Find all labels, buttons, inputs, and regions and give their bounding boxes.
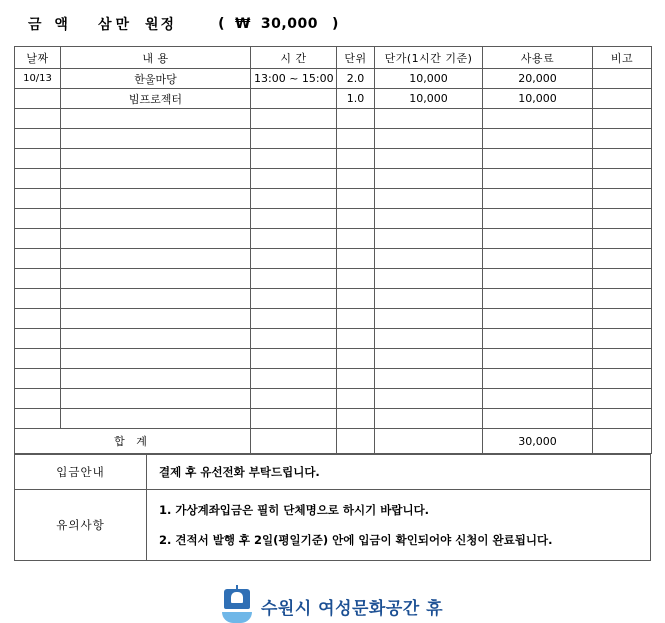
cell-empty bbox=[61, 329, 251, 349]
cell-empty bbox=[251, 109, 337, 129]
cell-empty bbox=[593, 289, 652, 309]
column-header-fee: 사용료 bbox=[483, 47, 593, 69]
total-price-blank bbox=[375, 429, 483, 454]
column-header-unit-price: 단가(1시간 기준) bbox=[375, 47, 483, 69]
total-row bbox=[15, 429, 652, 454]
cell-empty bbox=[593, 249, 652, 269]
cell-empty bbox=[593, 129, 652, 149]
cell-empty bbox=[251, 389, 337, 409]
cell-empty bbox=[61, 109, 251, 129]
caution-line-2: 2. 견적서 발행 후 2일(평일기준) 안에 입금이 확인되어야 신청이 완료됩니다. bbox=[159, 533, 553, 547]
cell-empty bbox=[61, 289, 251, 309]
caution-row bbox=[15, 490, 651, 561]
cell-empty bbox=[483, 229, 593, 249]
cell-date bbox=[15, 89, 61, 109]
cell-empty bbox=[375, 189, 483, 209]
table-row-empty[interactable] bbox=[15, 269, 652, 289]
table-row-empty[interactable] bbox=[15, 229, 652, 249]
cell-empty bbox=[337, 109, 375, 129]
cell-empty bbox=[483, 309, 593, 329]
cell-empty bbox=[337, 229, 375, 249]
cell-fee: 10,000 bbox=[483, 89, 593, 109]
cell-note bbox=[593, 69, 652, 89]
cell-empty bbox=[375, 309, 483, 329]
total-unit-blank bbox=[337, 429, 375, 454]
cell-empty bbox=[483, 349, 593, 369]
total-note bbox=[593, 429, 652, 454]
won-currency-icon: ₩ bbox=[234, 16, 251, 32]
amount-in-words: 삼만 bbox=[97, 17, 133, 33]
cell-empty bbox=[15, 269, 61, 289]
cell-empty bbox=[15, 249, 61, 269]
table-row-empty[interactable] bbox=[15, 129, 652, 149]
cell-unit-price: 10,000 bbox=[375, 89, 483, 109]
cell-empty bbox=[61, 409, 251, 429]
notice-table bbox=[14, 454, 651, 561]
table-row-empty[interactable] bbox=[15, 169, 652, 189]
cell-empty bbox=[251, 309, 337, 329]
cell-empty bbox=[251, 289, 337, 309]
total-label: 합 계 bbox=[15, 429, 251, 454]
cell-empty bbox=[15, 229, 61, 249]
total-time-blank bbox=[251, 429, 337, 454]
caution-line-1: 1. 가상계좌입금은 필히 단체명으로 하시기 바랍니다. bbox=[159, 503, 430, 517]
cell-empty bbox=[337, 409, 375, 429]
table-row-empty[interactable] bbox=[15, 349, 652, 369]
cell-empty bbox=[337, 389, 375, 409]
cell-empty bbox=[61, 189, 251, 209]
table-row-empty[interactable] bbox=[15, 249, 652, 269]
cell-empty bbox=[337, 369, 375, 389]
cell-empty bbox=[483, 409, 593, 429]
cell-empty bbox=[337, 149, 375, 169]
column-header-description: 내 용 bbox=[61, 47, 251, 69]
cell-date: 10/13 bbox=[15, 69, 61, 89]
total-fee: 30,000 bbox=[483, 429, 593, 454]
amount-header bbox=[0, 0, 665, 46]
cell-empty bbox=[15, 169, 61, 189]
amount-paren-close: ) bbox=[331, 16, 339, 32]
cell-empty bbox=[251, 269, 337, 289]
table-row[interactable] bbox=[15, 69, 652, 89]
cell-empty bbox=[483, 269, 593, 289]
caution-text bbox=[147, 490, 651, 561]
amount-won-word: 원정 bbox=[145, 17, 177, 33]
cell-empty bbox=[15, 329, 61, 349]
cell-empty bbox=[251, 189, 337, 209]
cell-unit-price: 10,000 bbox=[375, 69, 483, 89]
cell-empty bbox=[593, 349, 652, 369]
cell-empty bbox=[251, 129, 337, 149]
cell-empty bbox=[375, 109, 483, 129]
table-row-empty[interactable] bbox=[15, 309, 652, 329]
cell-empty bbox=[15, 369, 61, 389]
table-row-empty[interactable] bbox=[15, 189, 652, 209]
cell-empty bbox=[593, 229, 652, 249]
table-row-empty[interactable] bbox=[15, 409, 652, 429]
cell-empty bbox=[251, 329, 337, 349]
cell-empty bbox=[15, 289, 61, 309]
cell-empty bbox=[251, 249, 337, 269]
cell-empty bbox=[15, 389, 61, 409]
table-row-empty[interactable] bbox=[15, 389, 652, 409]
amount-label: 금 액 bbox=[28, 17, 72, 33]
cell-empty bbox=[61, 129, 251, 149]
cell-empty bbox=[251, 349, 337, 369]
cell-empty bbox=[61, 229, 251, 249]
amount-paren-open: ( bbox=[218, 16, 225, 32]
cell-description: 빔프로젝터 bbox=[61, 89, 251, 109]
cell-empty bbox=[375, 289, 483, 309]
cell-empty bbox=[61, 209, 251, 229]
cell-description: 한울마당 bbox=[61, 69, 251, 89]
cell-empty bbox=[61, 369, 251, 389]
cell-empty bbox=[251, 149, 337, 169]
usage-table bbox=[14, 46, 652, 454]
caution-label: 유의사항 bbox=[15, 490, 147, 561]
cell-empty bbox=[483, 189, 593, 209]
lighthouse-icon bbox=[222, 589, 252, 623]
cell-empty bbox=[61, 269, 251, 289]
cell-empty bbox=[337, 189, 375, 209]
cell-empty bbox=[251, 409, 337, 429]
table-row-empty[interactable] bbox=[15, 329, 652, 349]
column-header-time: 시 간 bbox=[251, 47, 337, 69]
cell-empty bbox=[593, 329, 652, 349]
cell-empty bbox=[251, 229, 337, 249]
column-header-note: 비고 bbox=[593, 47, 652, 69]
cell-empty bbox=[337, 169, 375, 189]
cell-empty bbox=[483, 289, 593, 309]
cell-empty bbox=[483, 389, 593, 409]
cell-empty bbox=[593, 309, 652, 329]
cell-empty bbox=[15, 189, 61, 209]
table-row-empty[interactable] bbox=[15, 209, 652, 229]
cell-empty bbox=[593, 209, 652, 229]
table-row-empty[interactable] bbox=[15, 289, 652, 309]
cell-empty bbox=[483, 129, 593, 149]
cell-empty bbox=[593, 189, 652, 209]
amount-value: 30,000 bbox=[260, 16, 318, 32]
cell-empty bbox=[375, 389, 483, 409]
cell-empty bbox=[15, 129, 61, 149]
cell-empty bbox=[593, 169, 652, 189]
cell-empty bbox=[375, 229, 483, 249]
cell-empty bbox=[61, 309, 251, 329]
cell-fee: 20,000 bbox=[483, 69, 593, 89]
table-row-empty[interactable] bbox=[15, 109, 652, 129]
cell-empty bbox=[61, 249, 251, 269]
cell-empty bbox=[593, 269, 652, 289]
cell-empty bbox=[61, 169, 251, 189]
cell-empty bbox=[375, 269, 483, 289]
cell-empty bbox=[593, 369, 652, 389]
cell-empty bbox=[483, 169, 593, 189]
deposit-row bbox=[15, 455, 651, 490]
cell-empty bbox=[61, 149, 251, 169]
cell-empty bbox=[593, 109, 652, 129]
cell-empty bbox=[337, 129, 375, 149]
cell-empty bbox=[375, 149, 483, 169]
cell-empty bbox=[61, 349, 251, 369]
cell-empty bbox=[61, 389, 251, 409]
cell-empty bbox=[483, 149, 593, 169]
cell-empty bbox=[251, 169, 337, 189]
cell-empty bbox=[251, 369, 337, 389]
cell-empty bbox=[375, 249, 483, 269]
cell-empty bbox=[337, 289, 375, 309]
cell-time: 13:00 ~ 15:00 bbox=[251, 69, 337, 89]
cell-empty bbox=[483, 109, 593, 129]
cell-empty bbox=[15, 309, 61, 329]
column-header-unit: 단위 bbox=[337, 47, 375, 69]
cell-unit: 2.0 bbox=[337, 69, 375, 89]
cell-empty bbox=[375, 369, 483, 389]
cell-empty bbox=[251, 209, 337, 229]
cell-empty bbox=[15, 109, 61, 129]
table-row-empty[interactable] bbox=[15, 149, 652, 169]
cell-empty bbox=[375, 349, 483, 369]
cell-empty bbox=[593, 389, 652, 409]
cell-empty bbox=[483, 329, 593, 349]
cell-empty bbox=[375, 329, 483, 349]
cell-empty bbox=[375, 129, 483, 149]
cell-empty bbox=[483, 209, 593, 229]
cell-empty bbox=[375, 209, 483, 229]
organization-name: 수원시 여성문화공간 휴 bbox=[260, 598, 444, 619]
cell-unit: 1.0 bbox=[337, 89, 375, 109]
cell-empty bbox=[337, 269, 375, 289]
cell-empty bbox=[337, 329, 375, 349]
cell-empty bbox=[593, 149, 652, 169]
cell-note bbox=[593, 89, 652, 109]
cell-empty bbox=[375, 169, 483, 189]
cell-time bbox=[251, 89, 337, 109]
table-row-empty[interactable] bbox=[15, 369, 652, 389]
table-body bbox=[15, 69, 652, 429]
cell-empty bbox=[483, 369, 593, 389]
cell-empty bbox=[15, 149, 61, 169]
cell-empty bbox=[15, 349, 61, 369]
cell-empty bbox=[337, 249, 375, 269]
column-header-date: 날짜 bbox=[15, 47, 61, 69]
cell-empty bbox=[337, 309, 375, 329]
deposit-text: 결제 후 유선전화 부탁드립니다. bbox=[147, 455, 651, 490]
table-row[interactable] bbox=[15, 89, 652, 109]
deposit-label: 입금안내 bbox=[15, 455, 147, 490]
cell-empty bbox=[15, 409, 61, 429]
cell-empty bbox=[337, 349, 375, 369]
cell-empty bbox=[337, 209, 375, 229]
footer-logo bbox=[0, 589, 665, 623]
cell-empty bbox=[593, 409, 652, 429]
cell-empty bbox=[15, 209, 61, 229]
cell-empty bbox=[483, 249, 593, 269]
table-header-row bbox=[15, 47, 652, 69]
cell-empty bbox=[375, 409, 483, 429]
